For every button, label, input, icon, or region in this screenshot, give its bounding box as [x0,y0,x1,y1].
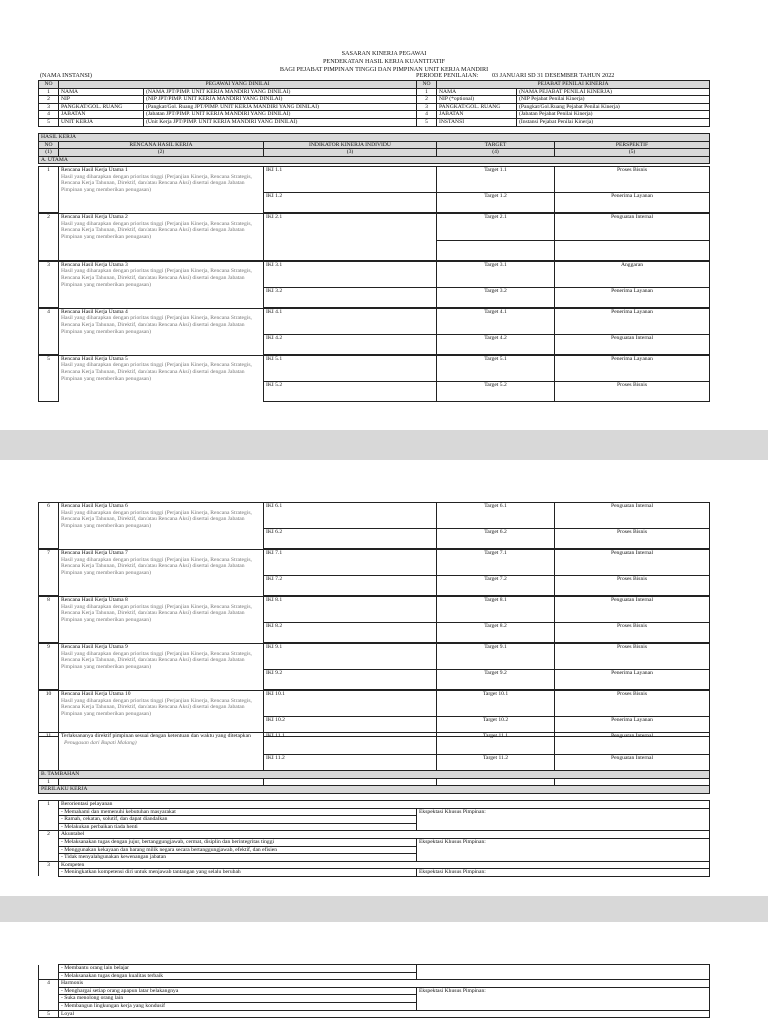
instansi-label: (NAMA INSTANSI) [40,72,92,79]
identity-table [38,80,710,127]
document-page-2 [0,460,768,896]
section-tambahan: B. TAMBAHAN [39,771,710,779]
perilaku-table-cont: - Membantu orang lain belajar - Melaksanakan tugas dengan kualitas terbaik 4 Harmonis - Menghargai setiap orang apapun latar belakangnya Ekspektasi Khusus Pimpinan: - Suka menolong orang lain - Membangun lingkungan kerja yang kondusif 5 Loyal [38,964,710,1018]
rhk-item: 9 Rencana Hasil Kerja Utama 9 Hasil yang diharapkan dengan prioritas tinggi (Perjanjian Kinerja, Rencana Strategis, Rencana Kerja Tahunan, Direktif, dan/atau Rencana Aksi) disertai dengan Jabatan Pimpinan yang memberikan penugasan) IKI 9.1 Target 9.1 Proses Bisnis IKI 9.2 Target 9.2 Penerima Layanan [38,643,710,690]
hasil-kerja-items-page1 [38,166,710,402]
rhk-title: Rencana Hasil Kerja Utama 7 Hasil yang diharapkan dengan prioritas tinggi (Perjanjian Kinerja, Rencana Strategis, Rencana Kerja Tahunan, Direktif, dan/atau Rencana Aksi) disertai dengan Jabatan Pimpinan yang memberikan penugasan) [59,550,264,596]
rhk-item: 5 Rencana Hasil Kerja Utama 5 Hasil yang diharapkan dengan prioritas tinggi (Perjanjian Kinerja, Rencana Strategis, Rencana Kerja Tahunan, Direktif, dan/atau Rencana Aksi) disertai dengan Jabatan Pimpinan yang memberikan penugasan) IKI 5.1 Target 5.1 Penerima Layanan IKI 5.2 Target 5.2 Proses Bisnis [38,355,710,402]
hasil-kerja-table: HASIL KERJA NO RENCANA HASIL KERJA INDIKATOR KINERJA INDIVIDU TARGET PERSPEKTIF (1) (2) (3) (4) (5) A. UTAMA [38,133,710,164]
rhk-title: Rencana Hasil Kerja Utama 1 Hasil yang diharapkan dengan prioritas tinggi (Perjanjian Kinerja, Rencana Strategis, Rencana Kerja Tahunan, Direktif, dan/atau Rencana Aksi) disertai dengan Jabatan Pimpinan yang memberikan penugasan) [59,167,264,213]
item-11-table: 11 Terlaksananya direktif pimpinan sesuai dengan ketentuan dan waktu yang ditetapkan Penugasan dari Bupati Malang) IKI 11.1 Target 11.1 Penguatan Internal IKI 11.2 Target 11.2 Penguatan Internal B. TAMBAHAN 1 PERILAKU KERJA [38,732,710,794]
rhk-title: Rencana Hasil Kerja Utama 9 Hasil yang diharapkan dengan prioritas tinggi (Perjanjian Kinerja, Rencana Strategis, Rencana Kerja Tahunan, Direktif, dan/atau Rencana Aksi) disertai dengan Jabatan Pimpinan yang memberikan penugasan) [59,644,264,690]
rhk-item: 3 Rencana Hasil Kerja Utama 3 Hasil yang diharapkan dengan prioritas tinggi (Perjanjian Kinerja, Rencana Strategis, Rencana Kerja Tahunan, Direktif, dan/atau Rencana Aksi) disertai dengan Jabatan Pimpinan yang memberikan penugasan) IKI 3.1 Target 3.1 Anggaran IKI 3.2 Target 3.2 Penerima Layanan [38,261,710,308]
col-no: NO [417,81,437,89]
header-subtitle: PENDEKATAN HASIL KERJA KUANTITATIF [322,58,445,65]
rhk-title: Rencana Hasil Kerja Utama 5 Hasil yang diharapkan dengan prioritas tinggi (Perjanjian Kinerja, Rencana Strategis, Rencana Kerja Tahunan, Direktif, dan/atau Rencana Aksi) disertai dengan Jabatan Pimpinan yang memberikan penugasan) [59,355,264,401]
perilaku-table: 1 Berorientasi pelayanan - Memahami dan memenuhi kebutuhan masyarakat Ekspektasi Khusus Pimpinan: - Ramah, cekatan, solutif, dan dapat diandalkan - Melakukan perbaikan tiada henti 2 Akuntabel - Melaksanakan tugas dengan jujur, bertanggungjawab, cermat, disiplin dan berintegritas tinggi Ekspektasi Khusus Pimpinan: - Menggunakan kekayaan dan barang milik negara secara bertanggungjawab, efektif, dan efisien - Tidak menyalahgunakan kewenangan jabatan 3 Kompeten - Meningkatkan kompetensi diri untuk menjawab tantangan yang selalu berubah Ekspektasi Khusus Pimpinan: [38,800,710,877]
identity-row: 2 NIP (NIP JPT/PIMP. UNIT KERJA MANDIRI YANG DINILAI) 2 NIP (*optional) (NIP Pejabat Penilai Kinerja) [39,96,710,104]
rhk-title: Rencana Hasil Kerja Utama 10 Hasil yang diharapkan dengan prioritas tinggi (Perjanjian Kinerja, Rencana Strategis, Rencana Kerja Tahunan, Direktif, dan/atau Rencana Aksi) disertai dengan Jabatan Pimpinan yang memberikan penugasan) [59,691,264,737]
header-title: SASARAN KINERJA PEGAWAI [341,50,427,57]
identity-row: 4 JABATAN (Jabatan JPT/PIMP. UNIT KERJA MANDIRI YANG DINILAI) 4 JABATAN (Jabatan Pejabat Penilai Kinerja) [39,111,710,119]
hasil-kerja-items-page2 [38,502,710,737]
rhk-item: 10 Rencana Hasil Kerja Utama 10 Hasil yang diharapkan dengan prioritas tinggi (Perjanjian Kinerja, Rencana Strategis, Rencana Kerja Tahunan, Direktif, dan/atau Rencana Aksi) disertai dengan Jabatan Pimpinan yang memberikan penugasan) IKI 10.1 Target 10.1 Proses Bisnis IKI 10.2 Target 10.2 Penerima Layanan [38,690,710,737]
rhk-item: 7 Rencana Hasil Kerja Utama 7 Hasil yang diharapkan dengan prioritas tinggi (Perjanjian Kinerja, Rencana Strategis, Rencana Kerja Tahunan, Direktif, dan/atau Rencana Aksi) disertai dengan Jabatan Pimpinan yang memberikan penugasan) IKI 7.1 Target 7.1 Penguatan Internal IKI 7.2 Target 7.2 Proses Bisnis [38,549,710,596]
pegawai-title: PEGAWAI YANG DINILAI [59,81,417,89]
rhk-item: 1 Rencana Hasil Kerja Utama 1 Hasil yang diharapkan dengan prioritas tinggi (Perjanjian Kinerja, Rencana Strategis, Rencana Kerja Tahunan, Direktif, dan/atau Rencana Aksi) disertai dengan Jabatan Pimpinan yang memberikan penugasan) IKI 1.1 Target 1.1 Proses Bisnis IKI 1.2 Target 1.2 Penerima Layanan [38,166,710,213]
rhk-title: Terlaksananya direktif pimpinan sesuai dengan ketentuan dan waktu yang ditetapkan Penugasan dari Bupati Malang) [59,733,264,771]
section-perilaku: PERILAKU KERJA [39,786,710,794]
rhk-title: Rencana Hasil Kerja Utama 2 Hasil yang diharapkan dengan prioritas tinggi (Perjanjian Kinerja, Rencana Strategis, Rencana Kerja Tahunan, Direktif, dan/atau Rencana Aksi) disertai dengan Jabatan Pimpinan yang memberikan penugasan) [59,214,264,241]
periode-label: PERIODE PENILAIAN: [416,72,479,79]
penilai-title: PEJABAT PENILAI KINERJA [437,81,710,89]
rhk-title: Rencana Hasil Kerja Utama 4 Hasil yang diharapkan dengan prioritas tinggi (Perjanjian Kinerja, Rencana Strategis, Rencana Kerja Tahunan, Direktif, dan/atau Rencana Aksi) disertai dengan Jabatan Pimpinan yang memberikan penugasan) [59,308,264,354]
section-utama: A. UTAMA [39,156,710,164]
rhk-item: 6 Rencana Hasil Kerja Utama 6 Hasil yang diharapkan dengan prioritas tinggi (Perjanjian Kinerja, Rencana Strategis, Rencana Kerja Tahunan, Direktif, dan/atau Rencana Aksi) disertai dengan Jabatan Pimpinan yang memberikan penugasan) IKI 6.1 Target 6.1 Penguatan Internal IKI 6.2 Target 6.2 Proses Bisnis [38,502,710,549]
rhk-title: Rencana Hasil Kerja Utama 3 Hasil yang diharapkan dengan prioritas tinggi (Perjanjian Kinerja, Rencana Strategis, Rencana Kerja Tahunan, Direktif, dan/atau Rencana Aksi) disertai dengan Jabatan Pimpinan yang memberikan penugasan) [59,261,264,307]
rhk-item: 4 Rencana Hasil Kerja Utama 4 Hasil yang diharapkan dengan prioritas tinggi (Perjanjian Kinerja, Rencana Strategis, Rencana Kerja Tahunan, Direktif, dan/atau Rencana Aksi) disertai dengan Jabatan Pimpinan yang memberikan penugasan) IKI 4.1 Target 4.1 Penerima Layanan IKI 4.2 Target 4.2 Penguatan Internal [38,308,710,355]
identity-row: 3 PANGKAT/GOL. RUANG (Pangkat/Gol. Ruang JPT/PIMP. UNIT KERJA MANDIRI YANG DINILAI) 3 PANGKAT/GOL. RUANG (Pangkat/Gol.Ruang Pejabat Penilai Kinerja) [39,103,710,111]
identity-row: 5 UNIT KERJA (Unit Kerja JPT/PIMP. UNIT KERJA MANDIRI YANG DINILAI) 5 INSTANSI (Instansi Pejabat Penilai Kinerja) [39,118,710,126]
section-title: HASIL KERJA [39,134,710,142]
header-subtitle-2: BAGI PEJABAT PIMPINAN TINGGI DAN PIMPINAN UNIT KERJA MANDIRI [279,66,489,73]
document-header [0,50,768,74]
rhk-item: 8 Rencana Hasil Kerja Utama 8 Hasil yang diharapkan dengan prioritas tinggi (Perjanjian Kinerja, Rencana Strategis, Rencana Kerja Tahunan, Direktif, dan/atau Rencana Aksi) disertai dengan Jabatan Pimpinan yang memberikan penugasan) IKI 8.1 Target 8.1 Penguatan Internal IKI 8.2 Target 8.2 Proses Bisnis [38,596,710,643]
document-page-1 [0,0,768,430]
periode-value: 03 JANUARI SD 31 DESEMBER TAHUN 2022 [491,72,615,79]
rhk-title: Rencana Hasil Kerja Utama 8 Hasil yang diharapkan dengan prioritas tinggi (Perjanjian Kinerja, Rencana Strategis, Rencana Kerja Tahunan, Direktif, dan/atau Rencana Aksi) disertai dengan Jabatan Pimpinan yang memberikan penugasan) [59,597,264,643]
identity-row: 1 NAMA (NAMA JPT/PIMP. UNIT KERJA MANDIRI YANG DINILAI) 1 NAMA (NAMA PEJABAT PENILAI KINERJA) [39,88,710,96]
rhk-title: Rencana Hasil Kerja Utama 6 Hasil yang diharapkan dengan prioritas tinggi (Perjanjian Kinerja, Rencana Strategis, Rencana Kerja Tahunan, Direktif, dan/atau Rencana Aksi) disertai dengan Jabatan Pimpinan yang memberikan penugasan) [59,503,264,549]
periode [416,72,614,79]
rhk-item: 2 Rencana Hasil Kerja Utama 2 Hasil yang diharapkan dengan prioritas tinggi (Perjanjian Kinerja, Rencana Strategis, Rencana Kerja Tahunan, Direktif, dan/atau Rencana Aksi) disertai dengan Jabatan Pimpinan yang memberikan penugasan) IKI 2.1 Target 2.1 Penguatan Internal [38,213,710,261]
col-no: NO [39,81,59,89]
document-page-3 [0,922,768,1024]
